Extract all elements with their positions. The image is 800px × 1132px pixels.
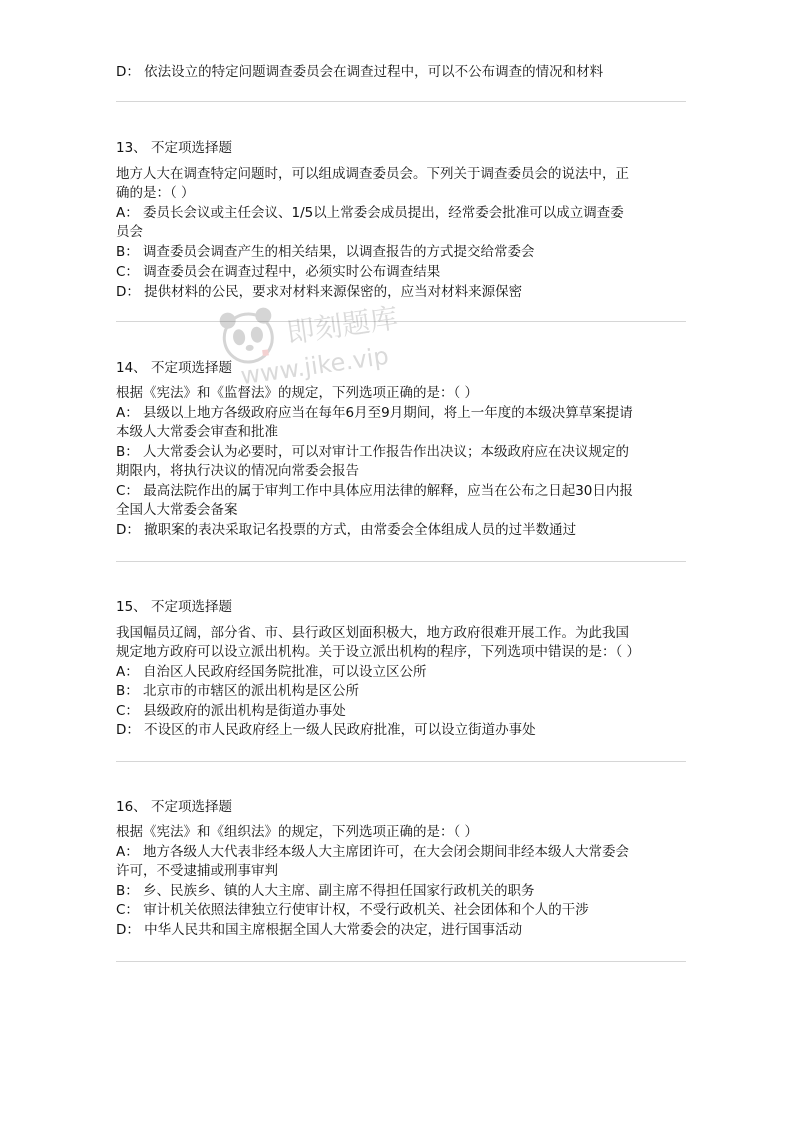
divider — [116, 321, 686, 322]
q14-option-c: C： 最高法院作出的属于审判工作中具体应用法律的解释，应当在公布之日起30日内报 — [116, 483, 633, 499]
q13-option-a-cont: 员会 — [116, 224, 143, 240]
q13-option-a: A： 委员长会议或主任会议、1/5以上常委会成员提出，经常委会批准可以成立调查委 — [116, 205, 624, 221]
q14-option-b-cont: 期限内，将执行决议的情况向常委会报告 — [116, 463, 359, 479]
q14-stem-line: 根据《宪法》和《监督法》的规定，下列选项正确的是：（ ） — [116, 385, 479, 401]
q15-stem-line: 规定地方政府可以设立派出机构。关于设立派出机构的程序，下列选项中错误的是：（ ） — [116, 644, 641, 660]
q15-header: 15、 不定项选择题 — [116, 599, 232, 615]
watermark-url: www.jike.vip — [238, 341, 391, 391]
q13-option-b: B： 调查委员会调查产生的相关结果，以调查报告的方式提交给常委会 — [116, 244, 535, 260]
q13-header: 13、 不定项选择题 — [116, 140, 232, 156]
watermark-brand: 即刻题库 — [284, 301, 400, 350]
q16-option-c: C： 审计机关依照法律独立行使审计权，不受行政机关、社会团体和个人的干涉 — [116, 902, 589, 918]
q14-option-c-cont: 全国人大常委会备案 — [116, 502, 238, 518]
q16-stem-line: 根据《宪法》和《组织法》的规定，下列选项正确的是：（ ） — [116, 824, 479, 840]
q15-option-d: D： 不设区的市人民政府经上一级人民政府批准，可以设立街道办事处 — [116, 722, 536, 738]
q14-option-a-cont: 本级人大常委会审查和批准 — [116, 424, 278, 440]
q16-header: 16、 不定项选择题 — [116, 799, 232, 815]
q16-option-a-cont: 许可，不受逮捕或刑事审判 — [116, 863, 278, 879]
divider — [116, 961, 686, 962]
q14-option-b: B： 人大常委会认为必要时，可以对审计工作报告作出决议；本级政府应在决议规定的 — [116, 444, 630, 460]
divider — [116, 561, 686, 562]
q14-option-a: A： 县级以上地方各级政府应当在每年6月至9月期间，将上一年度的本级决算草案提请 — [116, 405, 633, 421]
q15-stem-line: 我国幅员辽阔，部分省、市、县行政区划面积极大，地方政府很难开展工作。为此我国 — [116, 625, 629, 641]
divider — [116, 761, 686, 762]
q13-option-c: C： 调查委员会在调查过程中，必须实时公布调查结果 — [116, 264, 441, 280]
q15-option-b: B： 北京市的市辖区的派出机构是区公所 — [116, 683, 360, 699]
watermark — [210, 296, 470, 396]
q16-option-b: B： 乡、民族乡、镇的人大主席、副主席不得担任国家行政机关的职务 — [116, 883, 535, 899]
q16-option-d: D： 中华人民共和国主席根据全国人大常委会的决定，进行国事活动 — [116, 922, 523, 938]
q12-option-d: D： 依法设立的特定问题调查委员会在调查过程中，可以不公布调查的情况和材料 — [116, 64, 604, 80]
q13-stem-line: 确的是：（ ） — [116, 185, 195, 201]
q13-option-d: D： 提供材料的公民，要求对材料来源保密的，应当对材料来源保密 — [116, 284, 523, 300]
q13-stem-line: 地方人大在调查特定问题时，可以组成调查委员会。下列关于调查委员会的说法中，正 — [116, 166, 629, 182]
q14-header: 14、 不定项选择题 — [116, 360, 232, 376]
q16-option-a: A： 地方各级人大代表非经本级人大主席团许可，在大会闭会期间非经本级人大常委会 — [116, 844, 630, 860]
q14-option-d: D： 撤职案的表决采取记名投票的方式，由常委会全体组成人员的过半数通过 — [116, 522, 577, 538]
q15-option-a: A： 自治区人民政府经国务院批准，可以设立区公所 — [116, 664, 427, 680]
q15-option-c: C： 县级政府的派出机构是街道办事处 — [116, 703, 346, 719]
divider — [116, 101, 686, 102]
